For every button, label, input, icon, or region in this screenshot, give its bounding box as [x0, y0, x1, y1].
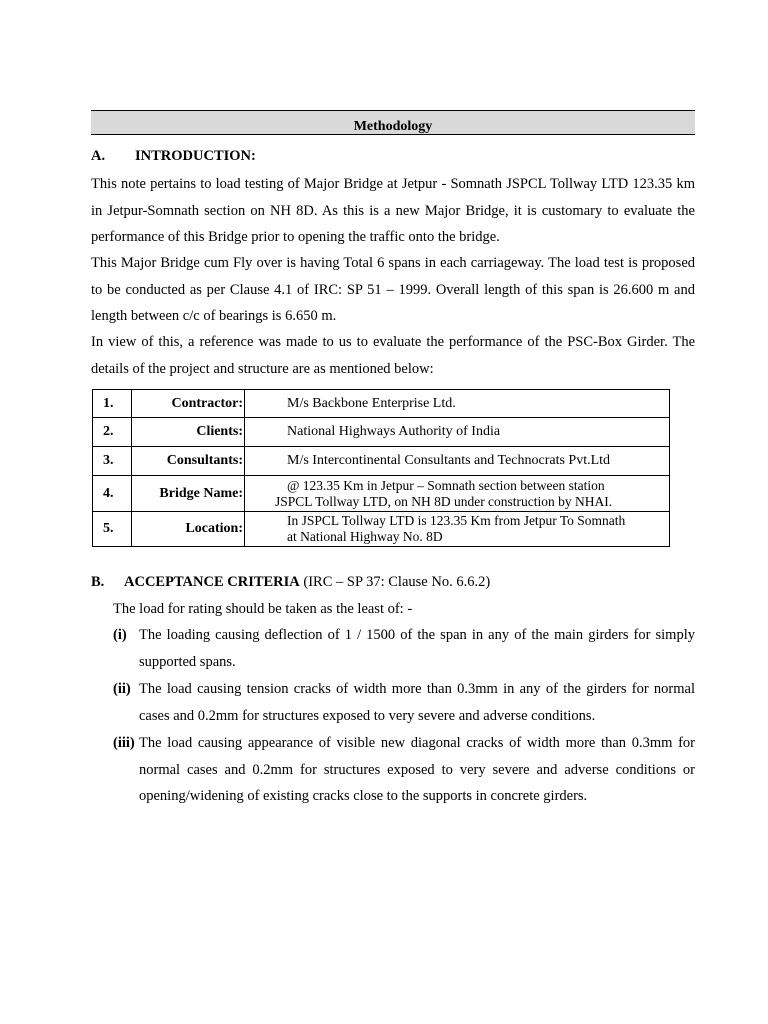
row-number: 2.	[93, 418, 132, 447]
page-title: Methodology	[91, 110, 695, 135]
section-a-number: A.	[91, 148, 106, 164]
row-label: Consultants:	[132, 447, 245, 476]
table-row	[93, 418, 670, 447]
row-number: 4.	[93, 476, 132, 512]
list-item	[113, 676, 695, 729]
list-item-marker: (iii)	[113, 735, 135, 751]
section-b-heading	[91, 573, 490, 591]
list-item-marker: (i)	[113, 627, 127, 643]
row-label: Clients:	[132, 418, 245, 447]
row-value-line-1: In JSPCL Tollway LTD is 123.35 Km from Jetpur To Somnath	[287, 513, 626, 528]
row-label: Bridge Name:	[132, 476, 245, 512]
list-item	[113, 622, 695, 675]
row-value	[245, 512, 670, 547]
list-item-text: The loading causing deflection of 1 / 1500 of the span in any of the main girders for simply supported spans.	[139, 627, 695, 670]
section-b-number: B.	[91, 574, 105, 590]
table-row	[93, 447, 670, 476]
row-label: Contractor:	[132, 390, 245, 418]
intro-paragraph-3: In view of this, a reference was made to us to evaluate the performance of the PSC-Box Girder. The details of the project and structure are as mentioned below:	[91, 334, 695, 377]
row-number: 1.	[93, 390, 132, 418]
list-item	[113, 730, 695, 810]
section-a-heading	[91, 147, 256, 165]
row-number: 5.	[93, 512, 132, 547]
row-number: 3.	[93, 447, 132, 476]
list-item-text: The load causing tension cracks of width more than 0.3mm in any of the girders for normal cases and 0.2mm for structures exposed to very severe and adverse conditions.	[139, 681, 695, 724]
row-value: M/s Backbone Enterprise Ltd.	[245, 390, 670, 418]
table-row	[93, 512, 670, 547]
project-details-table	[92, 389, 670, 547]
intro-paragraph-2: This Major Bridge cum Fly over is having Total 6 spans in each carriageway. The load test is proposed to be conducted as per Clause 4.1 of IRC: SP 51 – 1999. Overall length of this span is 26.600 m and length between c/c of bearings is 6.650 m.	[91, 255, 695, 324]
table-row	[93, 476, 670, 512]
section-b-reference: (IRC – SP 37: Clause No. 6.6.2)	[299, 574, 491, 590]
intro-paragraph-1: This note pertains to load testing of Major Bridge at Jetpur - Somnath JSPCL Tollway LTD 123.35 km in Jetpur-Somnath section on NH 8D. As this is a new Major Bridge, it is customary to evaluate the performance of this Bridge prior to opening the traffic onto the bridge.	[91, 176, 695, 245]
row-value: National Highways Authority of India	[245, 418, 670, 447]
row-value-line-2: JSPCL Tollway LTD, on NH 8D under construction by NHAI.	[275, 493, 613, 509]
section-b-title: ACCEPTANCE CRITERIA	[124, 574, 300, 590]
row-value-line-1: @ 123.35 Km in Jetpur – Somnath section between station	[287, 477, 605, 493]
list-item-marker: (ii)	[113, 681, 131, 697]
table-row	[93, 390, 670, 418]
criteria-intro: The load for rating should be taken as the least of: -	[113, 601, 413, 617]
list-item-text: The load causing appearance of visible new diagonal cracks of width more than 0.3mm for normal cases and 0.2mm for structures exposed to very severe and adverse conditions or opening/widening of existing cracks close to the supports in concrete girders.	[139, 735, 695, 804]
section-a-title: INTRODUCTION:	[135, 148, 256, 164]
row-label: Location:	[132, 512, 245, 547]
row-value: M/s Intercontinental Consultants and Technocrats Pvt.Ltd	[245, 447, 670, 476]
row-value-line-2: at National Highway No. 8D	[287, 529, 443, 544]
row-value	[245, 476, 670, 512]
